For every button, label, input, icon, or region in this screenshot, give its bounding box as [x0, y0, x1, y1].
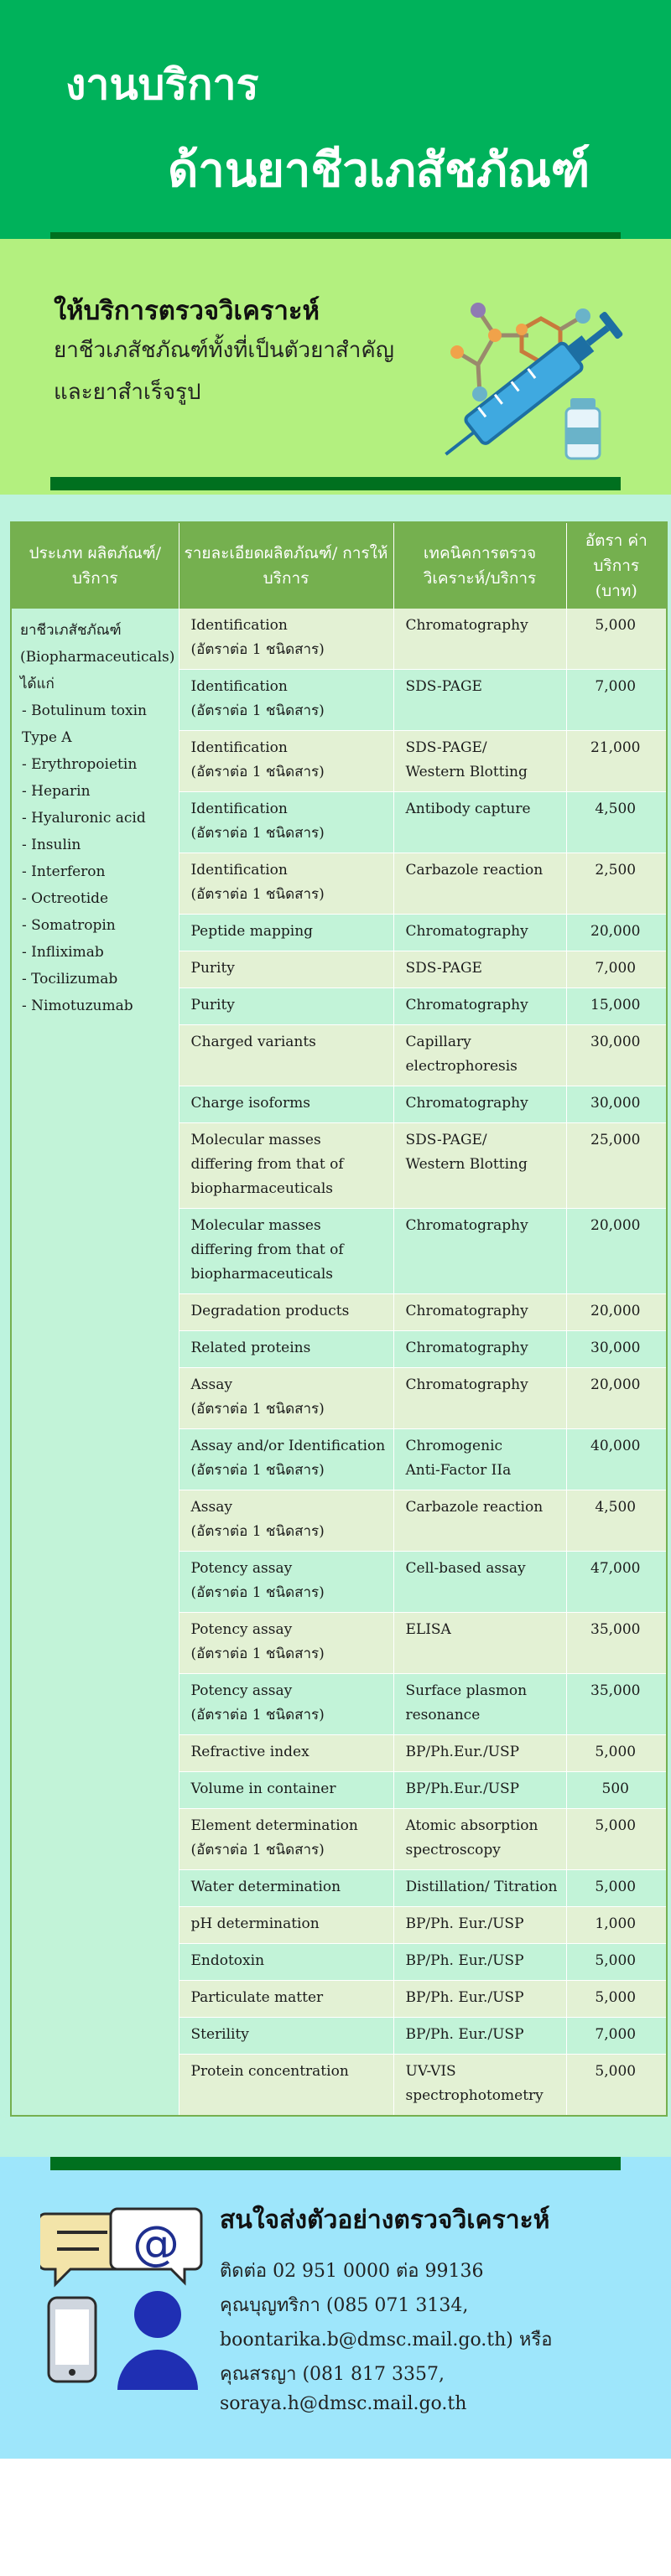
divider-bar [50, 477, 621, 490]
detail-text: Charged variants [190, 1034, 316, 1050]
rate-cell: 7,000 [566, 2018, 667, 2055]
detail-cell [179, 853, 393, 915]
technique-cell [393, 1870, 566, 1907]
detail-text: Potency assay [190, 1560, 293, 1577]
detail-cell [179, 1368, 393, 1429]
technique-text: Carbazole reaction [405, 862, 544, 879]
technique-text: Chromatography [405, 997, 528, 1013]
detail-text: Refractive index [190, 1744, 309, 1760]
detail-text: Protein concentration [190, 2063, 349, 2080]
detail-text: Identification [190, 801, 288, 817]
detail-text: Peptide mapping [190, 923, 314, 940]
rate-cell: 5,000 [566, 1735, 667, 1772]
detail-text: Identification [190, 617, 288, 634]
category-item: - Heparin [22, 783, 91, 800]
email-at-icon [111, 2209, 201, 2283]
detail-cell [179, 1735, 393, 1772]
detail-text: Sterility [190, 2026, 249, 2043]
technique-cell [393, 792, 566, 853]
detail-cell [179, 2018, 393, 2055]
rate-cell: 5,000 [566, 1870, 667, 1907]
rate-cell: 35,000 [566, 1674, 667, 1735]
technique-cell [393, 2055, 566, 2117]
header-detail: รายละเอียดผลิตภัณฑ์/ การให้บริการ [179, 522, 393, 609]
page-title-line2: ด้านยาชีวเภสัชภัณฑ์ [168, 143, 590, 198]
category-item: - Nimotuzumab [22, 998, 133, 1014]
technique-cell [393, 1552, 566, 1613]
technique-text: Chromatography [405, 617, 528, 634]
vial-icon [566, 398, 600, 459]
category-item-list [20, 697, 172, 1019]
rate-cell: 40,000 [566, 1429, 667, 1490]
rate-cell: 5,000 [566, 1944, 667, 1981]
detail-note: (อัตราต่อ 1 ชนิดสาร) [190, 1707, 325, 1723]
detail-note: (อัตราต่อ 1 ชนิดสาร) [190, 702, 325, 719]
technique-text: Chromogenic [405, 1438, 503, 1454]
detail-text: Molecular masses differing from that of biopharmaceuticals [190, 1132, 344, 1197]
detail-cell [179, 670, 393, 731]
technique-text: SDS-PAGE/ [405, 739, 487, 756]
rate-cell: 30,000 [566, 1086, 667, 1123]
category-item: - Tocilizumab [22, 971, 118, 987]
technique-cell [393, 1294, 566, 1331]
detail-cell [179, 731, 393, 792]
rate-cell: 47,000 [566, 1552, 667, 1613]
detail-cell [179, 1490, 393, 1552]
technique-cell [393, 1613, 566, 1674]
detail-text: Element determination [190, 1817, 358, 1834]
technique-text: BP/Ph. Eur./USP [405, 2026, 524, 2043]
detail-text: Related proteins [190, 1340, 311, 1356]
detail-cell [179, 1025, 393, 1086]
category-item: - Infliximab [22, 944, 104, 961]
detail-text: Water determination [190, 1879, 341, 1895]
rate-cell: 20,000 [566, 1209, 667, 1294]
rate-cell: 25,000 [566, 1123, 667, 1209]
detail-cell [179, 1613, 393, 1674]
intro-text-line1: ยาชีวเภสัชภัณฑ์ทั้งที่เป็นตัวยาสำคัญ [54, 338, 394, 363]
category-item: - Somatropin [22, 917, 116, 934]
intro-headline: ให้บริการตรวจวิเคราะห์ [54, 296, 320, 326]
technique-cell [393, 1981, 566, 2018]
rate-cell: 4,500 [566, 1490, 667, 1552]
technique-cell [393, 1331, 566, 1368]
detail-note: (อัตราต่อ 1 ชนิดสาร) [190, 641, 325, 658]
detail-cell [179, 1123, 393, 1209]
rate-cell: 20,000 [566, 1368, 667, 1429]
detail-text: Degradation products [190, 1303, 350, 1319]
detail-note: (อัตราต่อ 1 ชนิดสาร) [190, 1523, 325, 1540]
intro-section [0, 239, 671, 495]
technique-text: BP/Ph. Eur./USP [405, 1915, 524, 1932]
technique-text: ELISA [405, 1621, 451, 1638]
detail-text: Identification [190, 678, 288, 695]
technique-text: Cell-based assay [405, 1560, 526, 1577]
detail-cell [179, 1331, 393, 1368]
detail-note: (อัตราต่อ 1 ชนิดสาร) [190, 886, 325, 903]
technique-text-line2: Anti-Factor IIa [405, 1462, 512, 1479]
technique-cell [393, 609, 566, 670]
rate-cell: 7,000 [566, 951, 667, 988]
technique-cell [393, 670, 566, 731]
detail-cell [179, 1429, 393, 1490]
detail-text: Charge isoforms [190, 1095, 310, 1112]
detail-note: (อัตราต่อ 1 ชนิดสาร) [190, 1401, 325, 1418]
category-item: - Botulinum toxin Type A [22, 702, 147, 746]
detail-cell [179, 1809, 393, 1870]
technique-text: SDS-PAGE/ [405, 1132, 487, 1148]
technique-cell [393, 731, 566, 792]
rate-cell: 5,000 [566, 2055, 667, 2117]
technique-cell [393, 1368, 566, 1429]
technique-text: Distillation/ Titration [405, 1879, 558, 1895]
technique-cell [393, 1809, 566, 1870]
contact-section [0, 2157, 671, 2459]
technique-cell [393, 988, 566, 1025]
technique-text-line2: spectrophotometry [405, 2087, 544, 2104]
detail-cell [179, 988, 393, 1025]
detail-cell [179, 1772, 393, 1809]
detail-cell [179, 792, 393, 853]
table-header-row [11, 522, 667, 609]
category-name: ยาชีวเภสัชภัณฑ์ [20, 622, 122, 639]
rate-cell: 5,000 [566, 609, 667, 670]
technique-text: Surface plasmon [405, 1682, 528, 1699]
category-item: - Interferon [22, 863, 106, 880]
technique-cell [393, 1772, 566, 1809]
detail-text: pH determination [190, 1915, 320, 1932]
service-rate-table [10, 521, 668, 2117]
technique-text: BP/Ph.Eur./USP [405, 1780, 520, 1797]
detail-text: Assay [190, 1499, 232, 1516]
rate-cell: 21,000 [566, 731, 667, 792]
detail-cell [179, 1870, 393, 1907]
technique-text-line2: spectroscopy [405, 1842, 501, 1858]
technique-cell [393, 1429, 566, 1490]
technique-cell [393, 1025, 566, 1086]
technique-cell [393, 1735, 566, 1772]
technique-text: Capillary [405, 1034, 471, 1050]
rate-cell: 35,000 [566, 1613, 667, 1674]
detail-cell [179, 1944, 393, 1981]
technique-cell [393, 1944, 566, 1981]
detail-text: Volume in container [190, 1780, 336, 1797]
technique-text: Chromatography [405, 1095, 528, 1112]
mobile-phone-icon [49, 2298, 96, 2382]
contact-email-1[interactable]: boontarika.b@dmsc.mail.go.th) หรือ [220, 2330, 553, 2351]
rate-cell: 30,000 [566, 1331, 667, 1368]
intro-text-line2: และยาสำเร็จรูป [54, 380, 201, 405]
technique-text: SDS-PAGE [405, 960, 482, 977]
svg-text:@: @ [133, 2216, 179, 2271]
contact-phone: ติดต่อ 02 951 0000 ต่อ 99136 [220, 2261, 484, 2282]
category-item: - Octreotide [22, 890, 109, 907]
header-rate: อัตรา ค่าบริการ (บาท) [566, 522, 667, 609]
technique-cell [393, 1123, 566, 1209]
technique-text: Chromatography [405, 1376, 528, 1393]
technique-cell [393, 853, 566, 915]
detail-text: Potency assay [190, 1682, 293, 1699]
technique-text: Chromatography [405, 1303, 528, 1319]
detail-text: Particulate matter [190, 1989, 324, 2006]
detail-text: Potency assay [190, 1621, 293, 1638]
detail-note: (อัตราต่อ 1 ชนิดสาร) [190, 1584, 325, 1601]
technique-cell [393, 1907, 566, 1944]
technique-text: SDS-PAGE [405, 678, 482, 695]
detail-cell [179, 1907, 393, 1944]
detail-note: (อัตราต่อ 1 ชนิดสาร) [190, 1842, 325, 1858]
detail-note: (อัตราต่อ 1 ชนิดสาร) [190, 825, 325, 842]
detail-cell [179, 1981, 393, 2018]
detail-cell [179, 1086, 393, 1123]
detail-cell [179, 1209, 393, 1294]
table-row [11, 609, 667, 670]
rate-cell: 4,500 [566, 792, 667, 853]
detail-cell [179, 951, 393, 988]
header-technique: เทคนิคการตรวจ วิเคราะห์/บริการ [393, 522, 566, 609]
detail-cell [179, 609, 393, 670]
service-table-section [0, 495, 671, 2157]
rate-cell: 5,000 [566, 1809, 667, 1870]
rate-cell: 20,000 [566, 915, 667, 951]
detail-text: Purity [190, 960, 235, 977]
page-title-line1: งานบริการ [65, 60, 259, 109]
category-item: - Hyaluronic acid [22, 810, 146, 827]
header-banner [0, 0, 671, 239]
contact-person-2: คุณสรญา (081 817 3357, [220, 2364, 445, 2385]
technique-text: UV-VIS [405, 2063, 456, 2080]
detail-text: Identification [190, 862, 288, 879]
technique-cell [393, 1490, 566, 1552]
technique-text-line2: Western Blotting [405, 1156, 528, 1173]
technique-text: Antibody capture [405, 801, 531, 817]
rate-cell: 1,000 [566, 1907, 667, 1944]
technique-cell [393, 1674, 566, 1735]
technique-text: BP/Ph. Eur./USP [405, 1952, 524, 1969]
rate-cell: 15,000 [566, 988, 667, 1025]
category-item: - Erythropoietin [22, 756, 138, 773]
technique-cell [393, 1086, 566, 1123]
divider-bar [50, 2157, 621, 2170]
detail-cell [179, 2055, 393, 2117]
detail-cell [179, 1674, 393, 1735]
detail-text: Purity [190, 997, 235, 1013]
technique-text-line2: Western Blotting [405, 764, 528, 780]
person-icon [117, 2291, 198, 2390]
product-category-cell [11, 609, 179, 2116]
technique-text: Chromatography [405, 1340, 528, 1356]
category-item: - Insulin [22, 837, 81, 853]
syringe-molecule-illustration [428, 272, 629, 465]
technique-text-line2: resonance [405, 1707, 481, 1723]
category-includes-label: ได้แก่ [20, 676, 55, 692]
detail-cell [179, 1552, 393, 1613]
header-product-type: ประเภท ผลิตภัณฑ์/ บริการ [11, 522, 179, 609]
detail-cell [179, 915, 393, 951]
rate-cell: 20,000 [566, 1294, 667, 1331]
rate-cell: 5,000 [566, 1981, 667, 2018]
rate-cell: 2,500 [566, 853, 667, 915]
contact-icon-group [40, 2205, 208, 2398]
technique-text: Atomic absorption [405, 1817, 538, 1834]
detail-text: Endotoxin [190, 1952, 265, 1969]
detail-text: Identification [190, 739, 288, 756]
technique-text: BP/Ph. Eur./USP [405, 1989, 524, 2006]
rate-cell: 500 [566, 1772, 667, 1809]
detail-cell [179, 1294, 393, 1331]
rate-cell: 7,000 [566, 670, 667, 731]
technique-cell [393, 915, 566, 951]
contact-person-1: คุณบุญทริกา (085 071 3134, [220, 2295, 469, 2316]
technique-text-line2: electrophoresis [405, 1058, 518, 1075]
detail-text: Assay [190, 1376, 232, 1393]
technique-cell [393, 1209, 566, 1294]
technique-text: BP/Ph.Eur./USP [405, 1744, 520, 1760]
rate-cell: 30,000 [566, 1025, 667, 1086]
contact-email-2[interactable]: soraya.h@dmsc.mail.go.th [220, 2393, 467, 2414]
category-english-name: (Biopharmaceuticals) [20, 649, 175, 666]
detail-note: (อัตราต่อ 1 ชนิดสาร) [190, 764, 325, 780]
detail-note: (อัตราต่อ 1 ชนิดสาร) [190, 1462, 325, 1479]
detail-text: Molecular masses differing from that of biopharmaceuticals [190, 1217, 344, 1283]
technique-cell [393, 2018, 566, 2055]
technique-cell [393, 951, 566, 988]
technique-text: Carbazole reaction [405, 1499, 544, 1516]
detail-text: Assay and/or Identification [190, 1438, 386, 1454]
technique-text: Chromatography [405, 923, 528, 940]
detail-note: (อัตราต่อ 1 ชนิดสาร) [190, 1646, 325, 1662]
contact-title: สนใจส่งตัวอย่างตรวจวิเคราะห์ [220, 2205, 550, 2235]
technique-text: Chromatography [405, 1217, 528, 1234]
